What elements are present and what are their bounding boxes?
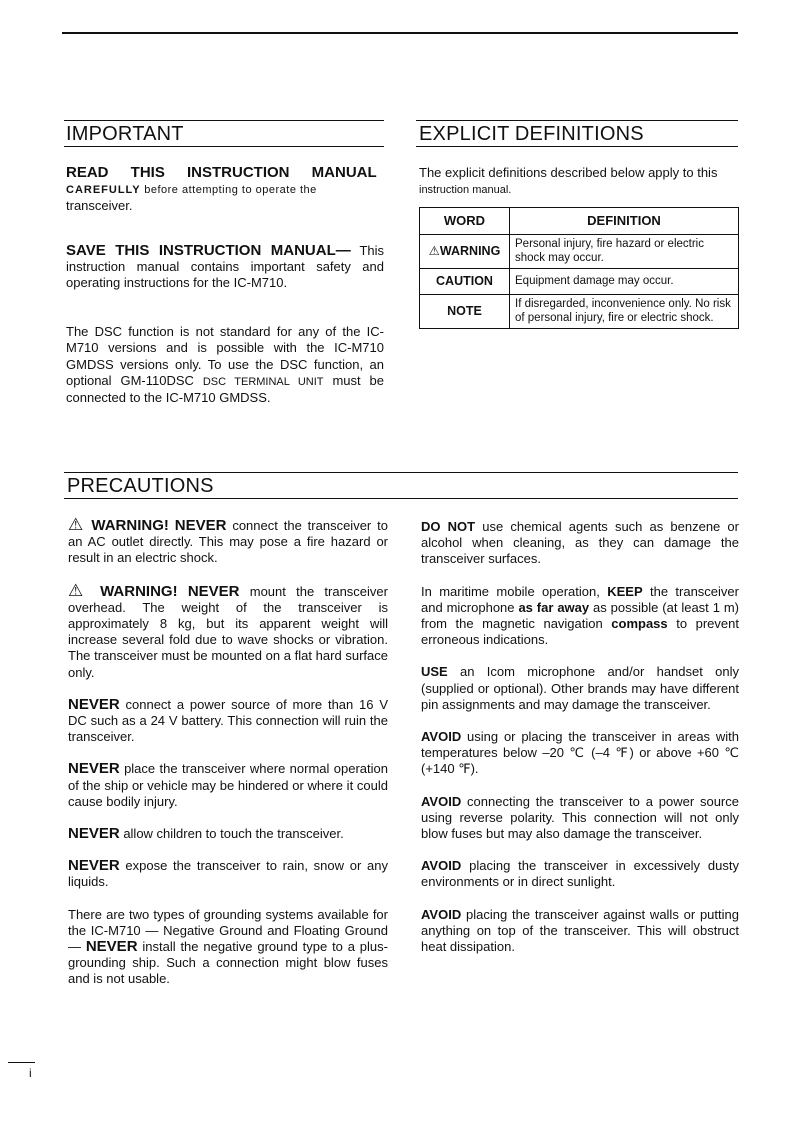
never-children <box>68 826 388 842</box>
precautions-rule-top <box>64 472 738 473</box>
definitions-intro-text <box>419 165 739 198</box>
dsc-terminal-unit: DSC TERMINAL UNIT <box>202 375 324 388</box>
precautions-title: PRECAUTIONS <box>67 475 214 497</box>
never-rain-text: expose the transceiver to rain, snow or any liquids. <box>68 858 388 890</box>
warning-label: WARNING! <box>100 582 178 600</box>
keep-text-a: In maritime mobile operation, <box>421 583 600 599</box>
important-rule-bottom <box>64 146 384 147</box>
grounding-text-a: There are two types of grounding systems available for the IC-M710 — Negative Ground and Floating Ground — <box>68 906 388 955</box>
never-place-text: place the transceiver where normal operation of the ship or vehicle may be hindered or where it could cause bodily injury. <box>68 761 388 809</box>
never-keyword: NEVER <box>68 857 120 875</box>
keep-away-paragraph <box>421 584 739 649</box>
never-keyword: NEVER <box>68 695 120 713</box>
keep-text-b: the transceiver and microphone <box>421 583 739 615</box>
never-place <box>68 761 388 810</box>
read-manual-end: transceiver. <box>66 198 133 214</box>
row-definition-caution: Equipment damage may occur. <box>510 269 739 295</box>
avoid-keyword: AVOID <box>421 793 462 809</box>
avoid-walls <box>421 907 739 956</box>
warning-overhead <box>68 580 388 681</box>
far-away-keyword: as far away <box>518 599 590 615</box>
avoid-keyword: AVOID <box>421 729 462 745</box>
definitions-intro-line2: instruction manual. <box>419 184 512 197</box>
avoid-dust <box>421 858 739 890</box>
important-body <box>66 165 384 406</box>
table-row <box>420 295 739 329</box>
avoid-polarity <box>421 794 739 843</box>
warning-word: WARNING <box>439 243 501 258</box>
definitions-table <box>419 207 739 329</box>
never-keyword: NEVER <box>187 582 240 600</box>
warning-label: WARNING! <box>91 517 169 534</box>
precautions-left-column <box>68 517 388 988</box>
warning-overhead-text: mount the transceiver overhead. The weight of the transceiver is approximately 8 kg, but its apparent weight will increase several fold due to wave shocks or vibration. The transceiver must be mounted on a flat hard surface only. <box>68 583 388 680</box>
definitions-rule-bottom <box>416 146 738 147</box>
grounding-paragraph <box>68 907 388 988</box>
warning-triangle-icon: ⚠ <box>68 580 90 600</box>
important-rule-top <box>64 120 384 121</box>
important-title: IMPORTANT <box>66 123 184 145</box>
warning-ac-outlet <box>68 517 388 567</box>
never-children-text: allow children to touch the transceiver. <box>123 826 344 842</box>
avoid-temperature-text: using or placing the transceiver in areas with temperatures below –20 ℃ (–4 ℉) or above +60 ℃ (+140 ℉). <box>421 729 739 777</box>
important-read-paragraph <box>66 165 384 215</box>
table-row <box>420 235 739 269</box>
definition-column-header: DEFINITION <box>510 208 739 235</box>
save-manual-text: This instruction manual contains important safety and operating instructions for the IC-M710. <box>66 242 384 291</box>
avoid-keyword: AVOID <box>421 858 462 874</box>
precautions-right-column <box>421 519 739 955</box>
row-definition-note: If disregarded, inconvenience only. No risk of personal injury, fire or electric shock. <box>510 295 739 329</box>
avoid-dust-text: placing the transceiver in excessively dusty environments or in direct sunlight. <box>421 858 739 890</box>
definitions-intro-line1: The explicit definitions described below apply to this <box>419 165 718 180</box>
definitions-header-row <box>420 208 739 235</box>
do-not-chemicals <box>421 519 739 568</box>
row-word-warning <box>420 235 510 269</box>
never-power-source <box>68 697 388 746</box>
definitions-intro <box>419 165 739 198</box>
important-save-paragraph <box>66 243 384 292</box>
read-manual-heading: READ THIS INSTRUCTION MANUAL <box>66 164 377 181</box>
warning-triangle-icon: ⚠ <box>428 243 440 258</box>
use-keyword: USE <box>421 664 448 680</box>
save-manual-dash: — <box>335 241 351 259</box>
avoid-temperature <box>421 729 739 778</box>
keep-text-d: to prevent erroneous indications. <box>421 616 739 648</box>
page-number: i <box>29 1066 32 1080</box>
definitions-rule-top <box>416 120 738 121</box>
do-not-keyword: DO NOT <box>421 519 476 534</box>
compass-keyword: compass <box>611 616 668 632</box>
table-row <box>420 269 739 295</box>
never-power-text: connect a power source of more than 16 V DC such as a 24 V battery. This connection will ruin the transceiver. <box>68 696 388 745</box>
row-definition-warning: Personal injury, fire hazard or electric shock may occur. <box>510 235 739 269</box>
warning-triangle-icon: ⚠ <box>68 515 86 534</box>
never-keyword: NEVER <box>68 825 120 843</box>
definitions-title: EXPLICIT DEFINITIONS <box>419 123 644 145</box>
never-rain <box>68 858 388 890</box>
do-not-text: use chemical agents such as benzene or alcohol when cleaning, as they can damage the transceiver surfaces. <box>421 519 739 567</box>
precautions-rule-bottom <box>64 498 738 499</box>
warning-ac-text: connect the transceiver to an AC outlet directly. This may pose a fire hazard or result in an electric shock. <box>68 518 388 566</box>
keep-keyword: KEEP <box>607 583 643 599</box>
carefully-word: CAREFULLY <box>66 184 141 197</box>
dsc-text-b: must be connected to the IC-M710 GMDSS. <box>66 372 385 406</box>
avoid-keyword: AVOID <box>421 906 462 922</box>
important-dsc-paragraph <box>66 324 384 406</box>
dsc-text-a: The DSC function is not standard for any of the IC-M710 versions and is possible with the IC-M710 GMDSS versions only. To use the DSC function, an optional GM-110DSC <box>66 324 384 388</box>
top-rule <box>62 32 738 34</box>
avoid-polarity-text: connecting the transceiver to a power source using reverse polarity. This connection will not only blow fuses but may also damage the transceiver. <box>421 793 739 842</box>
word-column-header: WORD <box>420 208 510 235</box>
row-word-caution: CAUTION <box>420 269 510 295</box>
never-keyword: NEVER <box>68 760 120 778</box>
footer-rule <box>8 1062 35 1063</box>
read-manual-rest: before attempting to operate the <box>144 184 317 197</box>
keep-text-c: as possible (at least 1 m) from the magnetic navigation <box>421 599 739 632</box>
use-microphone-paragraph <box>421 664 739 713</box>
never-keyword: NEVER <box>85 938 138 956</box>
use-text: an Icom microphone and/or handset only (supplied or optional). Other brands may have different pin assignments and may damage the transceiver. <box>421 664 739 712</box>
grounding-text-b: install the negative ground type to a plus-grounding ship. Such a connection might blow fuses and is not usable. <box>68 939 388 987</box>
never-keyword: NEVER <box>174 517 227 534</box>
row-word-note: NOTE <box>420 295 510 329</box>
save-manual-heading: SAVE THIS INSTRUCTION MANUAL <box>66 241 336 259</box>
avoid-walls-text: placing the transceiver against walls or putting anything on top of the transceiver. This will obstruct heat dissipation. <box>421 906 739 955</box>
